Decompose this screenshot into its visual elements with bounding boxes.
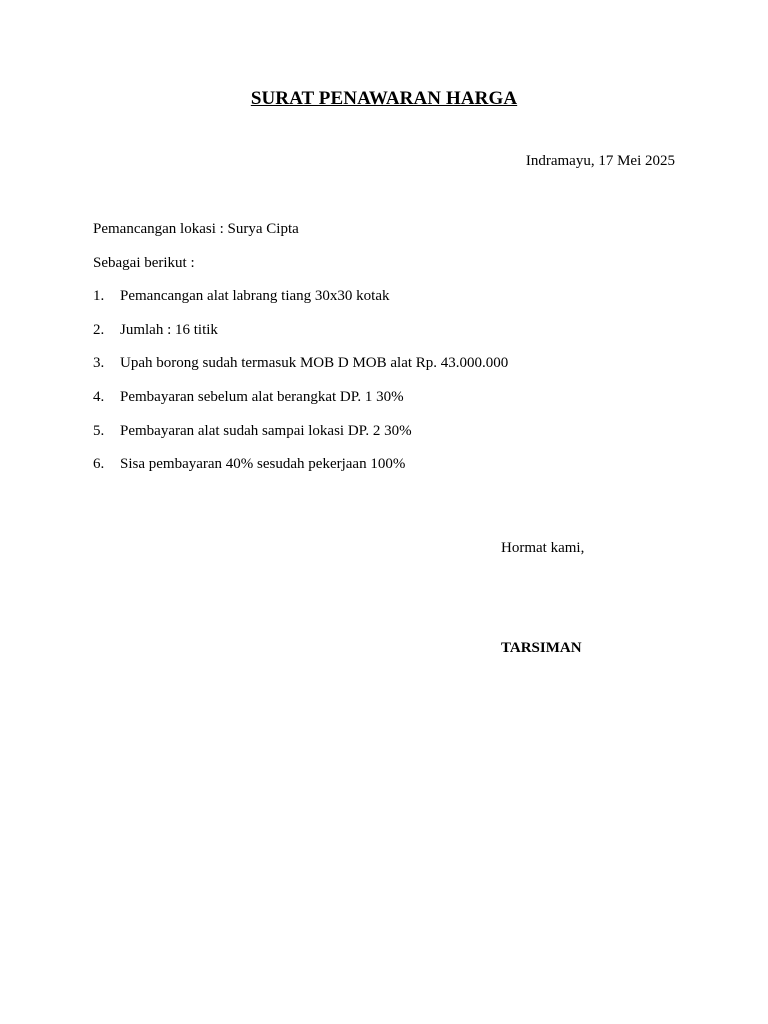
list-item (93, 355, 508, 389)
list-item-text: Pembayaran sebelum alat berangkat DP. 1 30% (120, 389, 404, 406)
document-title: SURAT PENAWARAN HARGA (250, 88, 518, 109)
offer-items-list (93, 288, 508, 490)
intro-line: Sebagai berikut : (93, 255, 195, 271)
list-item-number: 6. (93, 456, 105, 473)
list-item-text: Sisa pembayaran 40% sesudah pekerjaan 100% (120, 456, 406, 473)
list-item (93, 322, 508, 356)
list-item-number: 4. (93, 389, 105, 406)
location-line: Pemancangan lokasi : Surya Cipta (93, 221, 299, 237)
list-item (93, 288, 508, 322)
list-item-number: 3. (93, 355, 105, 372)
list-item-number: 5. (93, 422, 105, 439)
list-item-number: 1. (93, 288, 105, 304)
list-item-text: Pembayaran alat sudah sampai lokasi DP. 2 30% (120, 422, 412, 439)
list-item (93, 423, 508, 457)
list-item (93, 389, 508, 423)
date-line: Indramayu, 17 Mei 2025 (525, 153, 675, 169)
closing-salutation: Hormat kami, (501, 540, 585, 556)
list-item-number: 2. (93, 321, 105, 338)
signer-name: TARSIMAN (501, 640, 582, 656)
list-item-text: Pemancangan alat labrang tiang 30x30 kotak (120, 288, 390, 304)
list-item-text: Upah borong sudah termasuk MOB D MOB alat Rp. 43.000.000 (120, 355, 509, 372)
list-item (93, 456, 508, 490)
list-item-text: Jumlah : 16 titik (120, 321, 218, 338)
